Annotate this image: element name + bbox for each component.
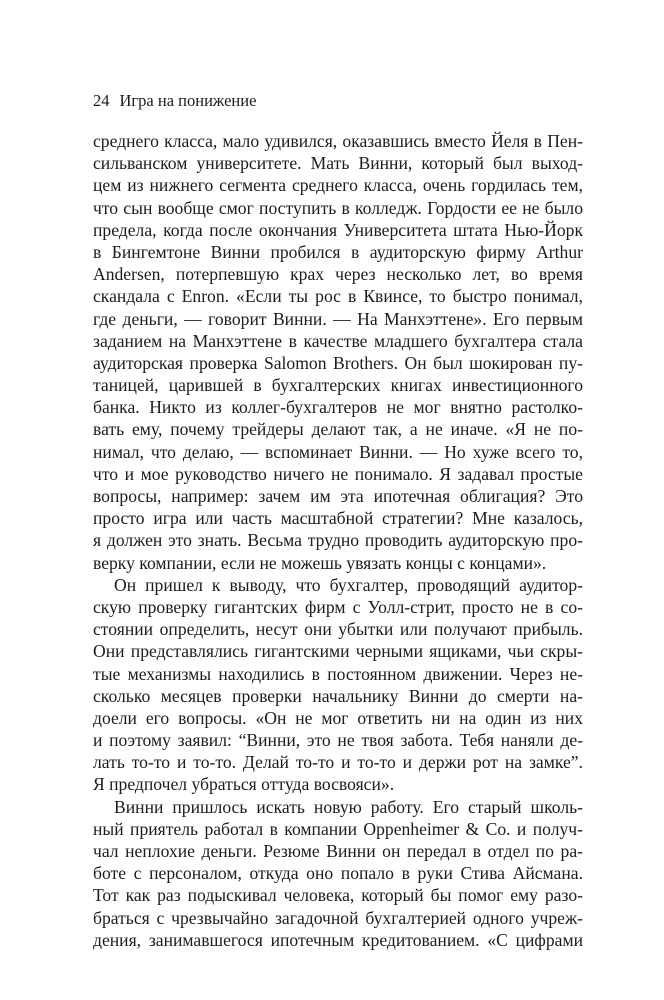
text-line: что и мое руководство ничего не понимало. Я задавал простые (93, 463, 583, 484)
body-text (93, 130, 583, 951)
paragraph (93, 796, 583, 951)
text-line: нимал, что делаю, — вспоминает Винни. — Но хуже всего то, (93, 441, 583, 462)
paragraph (93, 130, 583, 574)
text-line: сильванском университете. Мать Винни, который был выход- (93, 153, 583, 174)
text-line: аудиторская проверка Salomon Brothers. Он был шокирован пу- (93, 352, 583, 373)
text-line: сколько месяцев проверки начальнику Винни до смерти на- (93, 685, 583, 706)
text-line: скандала с Enron. «Если ты рос в Квинсе, то быстро понимал, (93, 286, 583, 307)
text-line: Он пришел к выводу, что бухгалтер, проводящий аудитор- (114, 574, 583, 595)
running-head (93, 90, 583, 112)
text-line: предела, когда после окончания Университета штата Нью-Йорк (93, 219, 583, 240)
text-line: стоянии определить, несут они убытки или получают прибыль. (93, 619, 583, 640)
text-line: Они представлялись гигантскими черными ящиками, чьи скры- (93, 641, 583, 662)
text-line: я должен это знать. Весьма трудно проводить аудиторскую про- (93, 530, 583, 551)
text-line: ный приятель работал в компании Oppenheimer & Co. и получ- (93, 818, 583, 839)
text-line: лать то-то и то-то. Делай то-то и то-то и держи рот на замке”. (93, 752, 583, 773)
text-line: вопросы, например: зачем им эта ипотечная облигация? Это (93, 486, 583, 506)
text-line: в Бингемтоне Винни пробился в аудиторскую фирму Arthur (93, 241, 583, 262)
text-line: верку компании, если не можешь увязать концы с концами». (93, 552, 547, 573)
page-number: 24 (93, 91, 110, 110)
text-line: чал неплохие деньги. Резюме Винни он передал в отдел по ра- (93, 841, 583, 861)
text-line: вать ему, почему трейдеры делают так, а не иначе. «Я не по- (93, 419, 583, 440)
book-page (93, 90, 583, 951)
text-line: что сын вообще смог поступить в колледж. Гордости ее не было (93, 197, 583, 218)
running-title: Игра на понижение (119, 91, 257, 110)
paragraph (93, 574, 583, 796)
text-line: боте с персоналом, откуда оно попало в руки Стива Айсмана. (93, 863, 583, 884)
text-line: цем из нижнего сегмента среднего класса, очень гордилась тем, (93, 175, 583, 196)
text-line: где деньги, — говорит Винни. — На Манхэттене». Его первым (93, 308, 583, 329)
text-line: дения, занимавшегося ипотечным кредитованием. «С цифрами (93, 929, 583, 950)
text-line: банка. Никто из коллег-бухгалтеров не мог внятно растолко- (93, 397, 583, 418)
text-line: скую проверку гигантских фирм с Уолл-стрит, просто не в со- (93, 596, 583, 617)
text-line: и поэтому заявил: “Винни, это не твоя забота. Тебя наняли де- (93, 730, 583, 751)
text-line: среднего класса, мало удивился, оказавшись вместо Йеля в Пен- (93, 131, 583, 151)
text-line: заданием на Манхэттене в качестве младшего бухгалтера стала (93, 330, 583, 351)
text-line: просто игра или часть масштабной стратегии? Мне казалось, (93, 508, 583, 529)
text-line: Я предпочел убраться оттуда восвояси». (93, 774, 395, 795)
text-line: доели его вопросы. «Он не мог ответить ни на один из них (93, 707, 583, 728)
text-line: браться с чрезвычайно загадочной бухгалтерией одного учреж- (93, 907, 583, 928)
text-line: Тот как раз подыскивал человека, который бы помог ему разо- (93, 885, 583, 906)
text-line: Andersen, потерпевшую крах через несколько лет, во время (93, 264, 583, 285)
text-line: тые механизмы находились в постоянном движении. Через не- (93, 663, 583, 684)
text-line: таницей, царившей в бухгалтерских книгах инвестиционного (93, 375, 583, 396)
text-line: Винни пришлось искать новую работу. Его старый школь- (114, 796, 583, 817)
